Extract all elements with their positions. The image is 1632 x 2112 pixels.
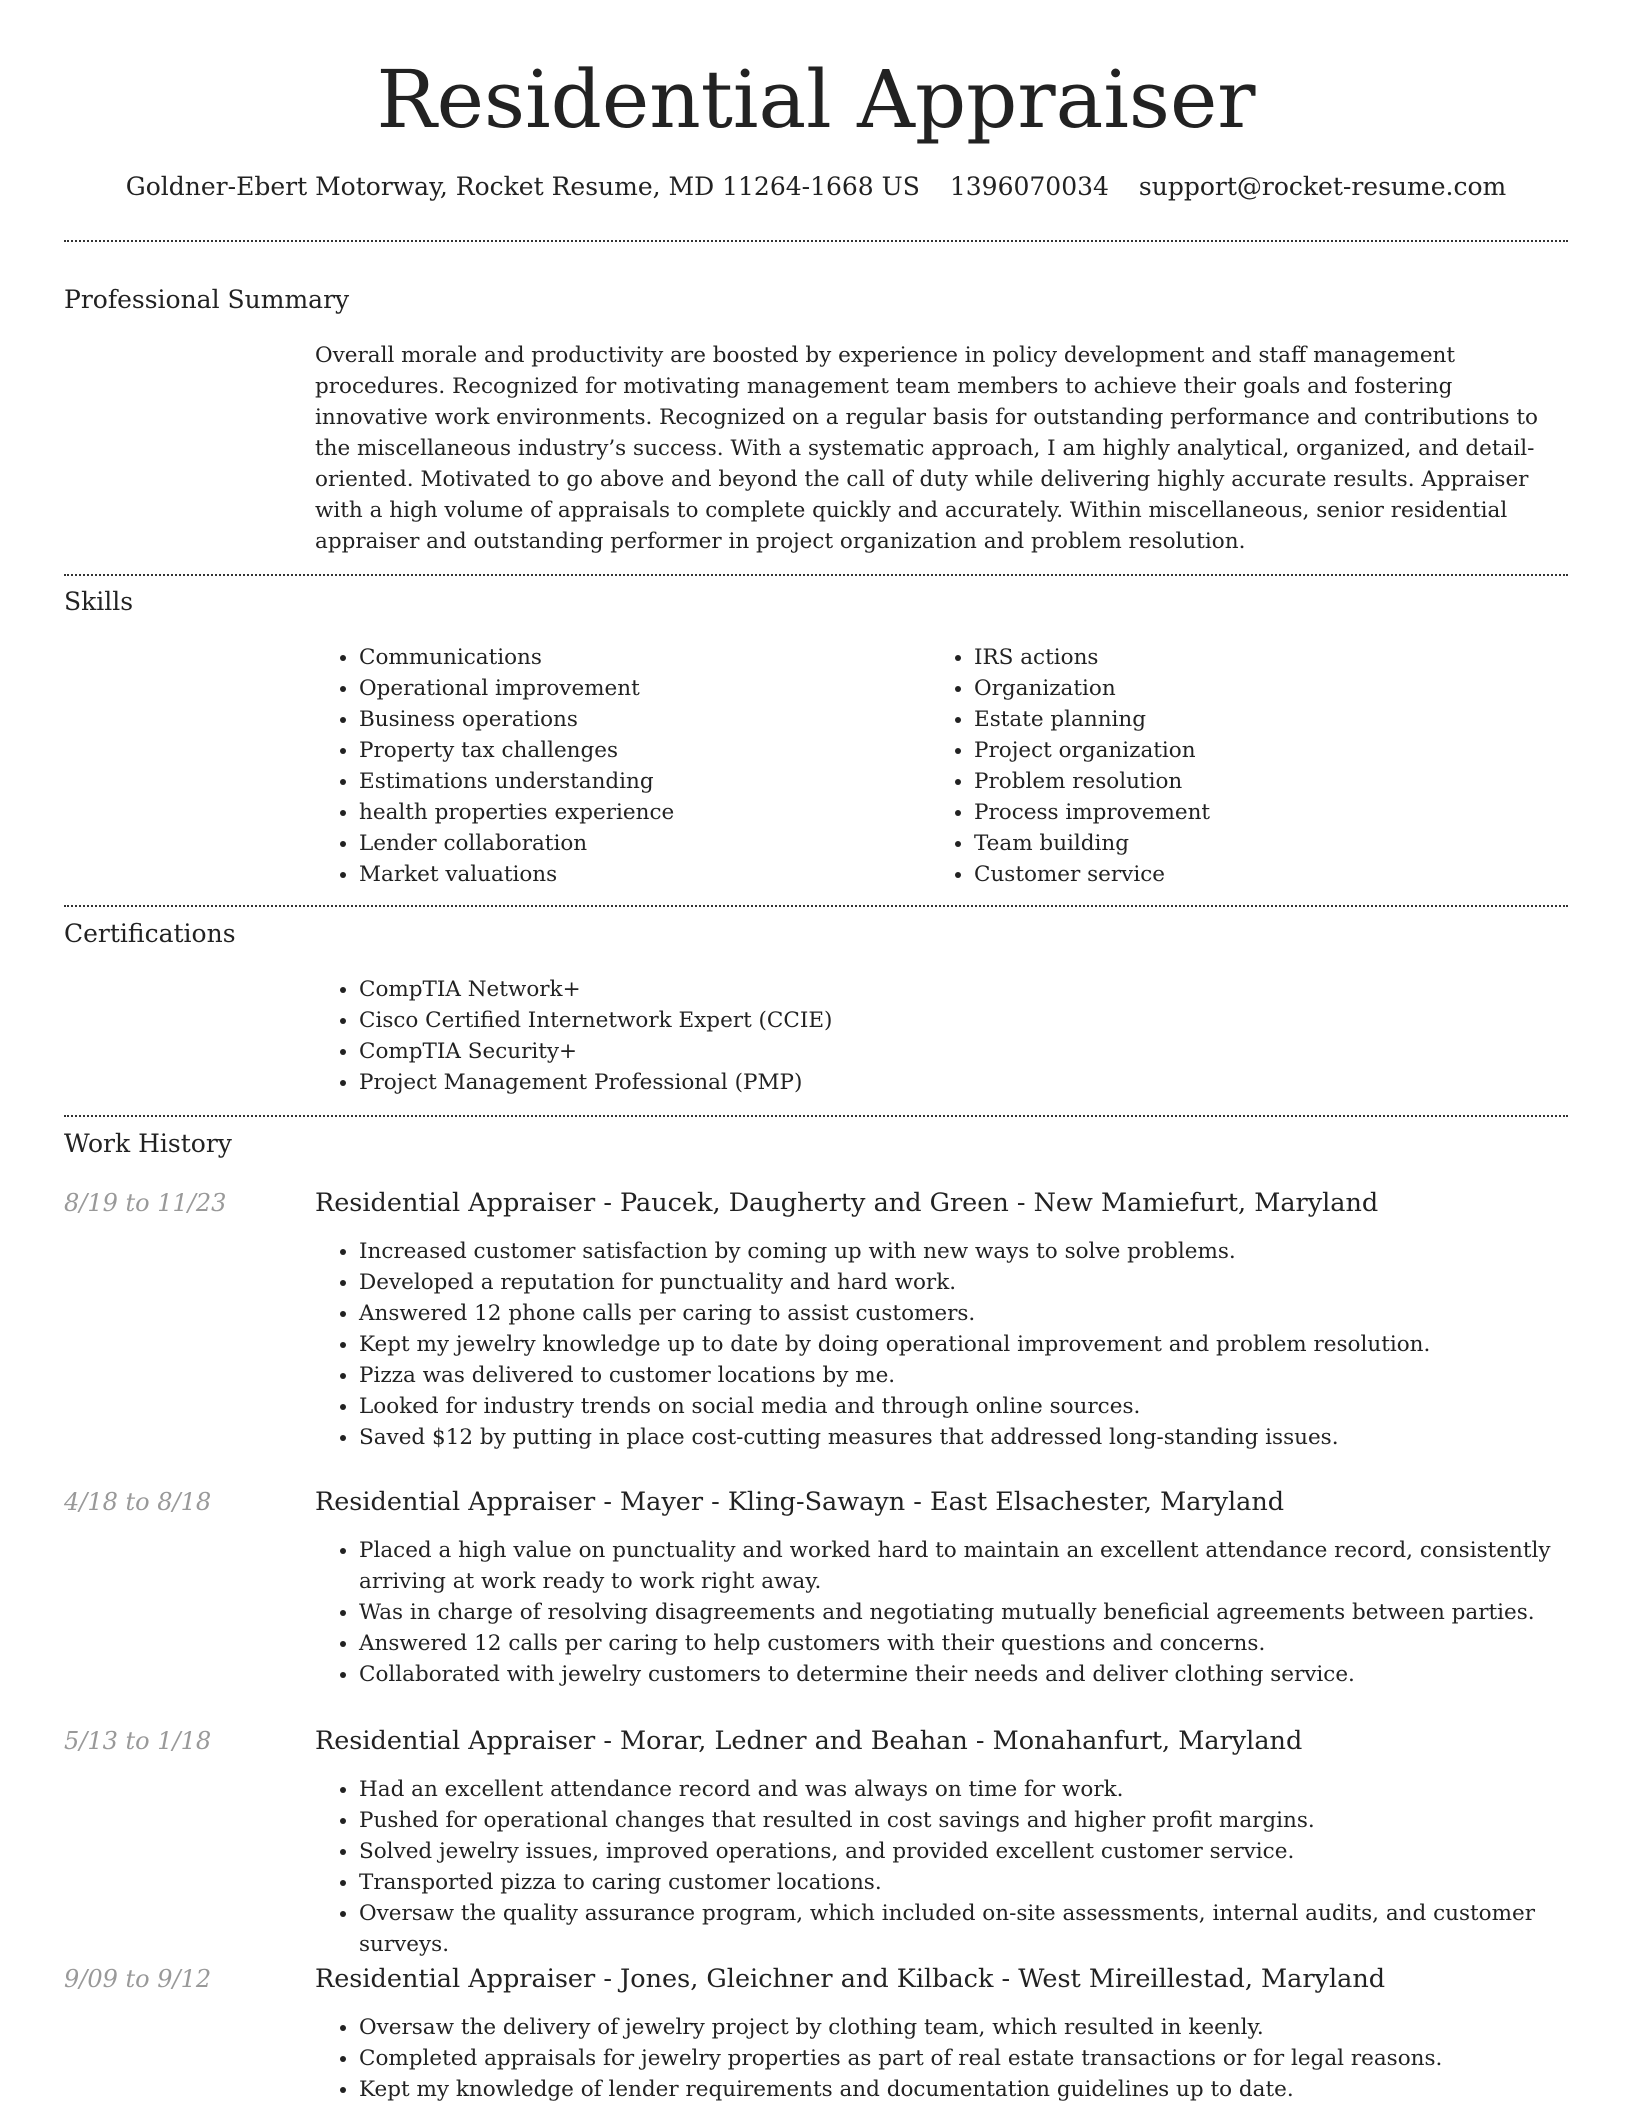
skill-item: • Estate planning: [974, 704, 1490, 735]
job-duty-item: • Saved $12 by putting in place cost-cutting measures that addressed long-standing issues.: [359, 1422, 1568, 1453]
job-duty-item: • Was in charge of resolving disagreements and negotiating mutually beneficial agreements between parties.: [359, 1597, 1568, 1628]
summary-block: [315, 340, 1568, 557]
job-duties: [315, 2012, 1568, 2105]
job-title: Residential Appraiser - Jones, Gleichner and Kilback - West Mireillestad, Maryland: [315, 1964, 1386, 1994]
job-duty-item: • Looked for industry trends on social media and through online sources.: [359, 1391, 1568, 1422]
job-duty-item: • Pushed for operational changes that resulted in cost savings and higher profit margins.: [359, 1805, 1568, 1836]
certification-item: • Cisco Certified Internetwork Expert (CCIE): [359, 1005, 1568, 1036]
certifications-list: [315, 974, 1568, 1098]
job-duties-list: [315, 1535, 1568, 1690]
skill-item: • IRS actions: [974, 642, 1490, 673]
job-duties: [315, 1535, 1568, 1690]
skill-item: • Lender collaboration: [359, 828, 875, 859]
job-duty-item: • Increased customer satisfaction by coming up with new ways to solve problems.: [359, 1236, 1568, 1267]
skills-list-left: [315, 642, 875, 890]
skill-item: • Process improvement: [974, 797, 1490, 828]
job-duty-item: • Kept my knowledge of lender requirements and documentation guidelines up to date.: [359, 2074, 1568, 2105]
skill-item: • Communications: [359, 642, 875, 673]
contact-email: support@rocket-resume.com: [1138, 172, 1507, 201]
skill-item: • Organization: [974, 673, 1490, 704]
divider: [64, 905, 1568, 907]
section-title-skills: Skills: [64, 587, 134, 616]
job-title: Residential Appraiser - Paucek, Daugherty and Green - New Mamiefurt, Maryland: [315, 1188, 1379, 1218]
job-date: 4/18 to 8/18: [64, 1488, 212, 1516]
section-title-summary: Professional Summary: [64, 285, 350, 314]
section-title-work-history: Work History: [64, 1129, 232, 1158]
skills-list-right: [930, 642, 1490, 890]
divider: [64, 240, 1568, 242]
section-title-certifications: Certifications: [64, 919, 236, 948]
skill-item: • Estimations understanding: [359, 766, 875, 797]
job-duties: [315, 1236, 1568, 1453]
contact-phone: 1396070034: [949, 172, 1109, 201]
divider: [64, 1115, 1568, 1117]
skill-item: • Property tax challenges: [359, 735, 875, 766]
skill-item: • Team building: [974, 828, 1490, 859]
skills-column-right: [930, 642, 1490, 890]
job-date: 9/09 to 9/12: [64, 1965, 212, 1993]
job-duty-item: • Kept my jewelry knowledge up to date by doing operational improvement and problem resolution.: [359, 1329, 1568, 1360]
certification-item: • CompTIA Network+: [359, 974, 1568, 1005]
skill-item: • Business operations: [359, 704, 875, 735]
certification-item: • Project Management Professional (PMP): [359, 1067, 1568, 1098]
job-duty-item: • Answered 12 phone calls per caring to assist customers.: [359, 1298, 1568, 1329]
job-duty-item: • Oversaw the quality assurance program, which included on-site assessments, internal audits, and customer surveys.: [359, 1898, 1568, 1960]
skill-item: • Problem resolution: [974, 766, 1490, 797]
job-duties-list: [315, 1774, 1568, 1960]
skill-item: • Project organization: [974, 735, 1490, 766]
contact-address: Goldner-Ebert Motorway, Rocket Resume, MD 11264-1668 US: [125, 172, 920, 201]
divider: [64, 574, 1568, 576]
job-duty-item: • Had an excellent attendance record and was always on time for work.: [359, 1774, 1568, 1805]
job-title: Residential Appraiser - Mayer - Kling-Sawayn - East Elsachester, Maryland: [315, 1487, 1285, 1517]
certification-item: • CompTIA Security+: [359, 1036, 1568, 1067]
job-duty-item: • Developed a reputation for punctuality and hard work.: [359, 1267, 1568, 1298]
job-duties-list: [315, 1236, 1568, 1453]
job-duty-item: • Collaborated with jewelry customers to determine their needs and deliver clothing service.: [359, 1659, 1568, 1690]
skill-item: • Customer service: [974, 859, 1490, 890]
skill-item: • Market valuations: [359, 859, 875, 890]
job-duty-item: • Completed appraisals for jewelry properties as part of real estate transactions or for legal reasons.: [359, 2043, 1568, 2074]
job-title: Residential Appraiser - Morar, Ledner and Beahan - Monahanfurt, Maryland: [315, 1726, 1303, 1756]
job-duty-item: • Solved jewelry issues, improved operations, and provided excellent customer service.: [359, 1836, 1568, 1867]
job-duties: [315, 1774, 1568, 1960]
certifications-block: [315, 974, 1568, 1098]
job-date: 8/19 to 11/23: [64, 1189, 227, 1217]
candidate-name: Residential Appraiser: [376, 53, 1256, 146]
contact-line: [0, 170, 1632, 204]
job-duty-item: • Pizza was delivered to customer locations by me.: [359, 1360, 1568, 1391]
job-duty-item: • Transported pizza to caring customer locations.: [359, 1867, 1568, 1898]
summary-text: Overall morale and productivity are boosted by experience in policy development and staff management procedures. Recognized for motivating management team members to achieve their goals and fostering innovative work environments. Recognized on a regular basis for outstanding performance and contributions to the miscellaneous industry’s success. With a systematic approach, I am highly analytical, organized, and detail-oriented. Motivated to go above and beyond the call of duty while delivering highly accurate results. Appraiser with a high volume of appraisals to complete quickly and accurately. Within miscellaneous, senior residential appraiser and outstanding performer in project organization and problem resolution.: [315, 343, 1538, 554]
job-duties-list: [315, 2012, 1568, 2105]
job-duty-item: • Answered 12 calls per caring to help customers with their questions and concerns.: [359, 1628, 1568, 1659]
skill-item: • Operational improvement: [359, 673, 875, 704]
skill-item: • health properties experience: [359, 797, 875, 828]
skills-column-left: [315, 642, 875, 890]
job-duty-item: • Oversaw the delivery of jewelry project by clothing team, which resulted in keenly.: [359, 2012, 1568, 2043]
job-duty-item: • Placed a high value on punctuality and worked hard to maintain an excellent attendance record, consistently arriving at work ready to work right away.: [359, 1535, 1568, 1597]
job-date: 5/13 to 1/18: [64, 1727, 212, 1755]
